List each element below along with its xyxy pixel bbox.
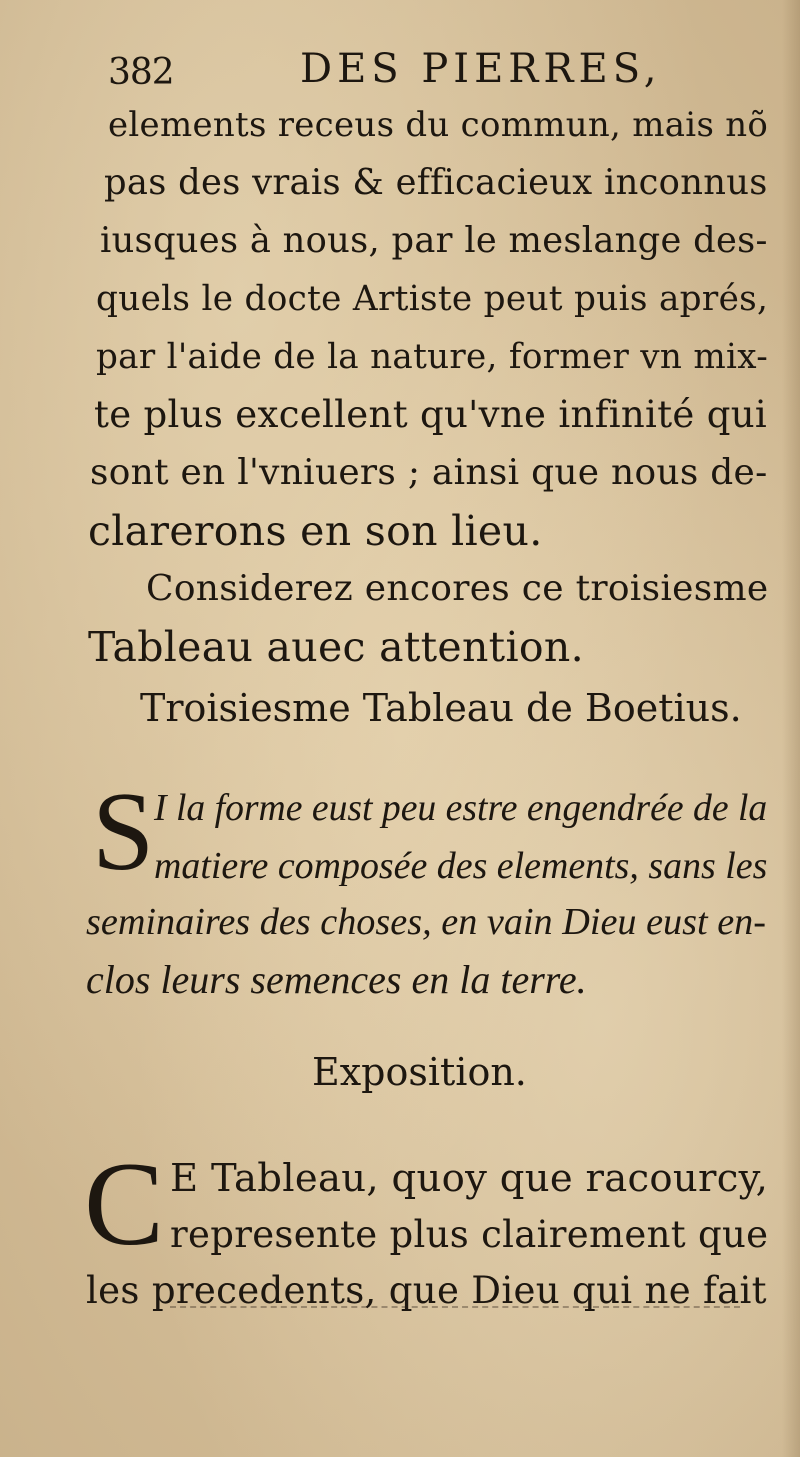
quote-line: I la forme eust peu estre engendrée de la [154, 787, 768, 829]
text-line: pas des vrais & efficacieux inconnus [104, 162, 768, 203]
text-line: represente plus clairement que [170, 1213, 769, 1256]
running-title: DES PIERRES, [300, 46, 662, 92]
quote-line: matiere composée des elements, sans les [154, 845, 768, 887]
text-line: te plus excellent qu'vne infinité qui [94, 393, 768, 436]
text-line: Considerez encores ce troisiesme [146, 568, 769, 609]
text-line: sont en l'vniuers ; ainsi que nous de- [90, 452, 768, 493]
text-line: les precedents, que Dieu qui ne fait [86, 1269, 767, 1312]
text-line: quels le docte Artiste peut puis aprés, [96, 279, 769, 319]
page-number: 382 [108, 52, 174, 93]
bottom-rule [170, 1306, 740, 1308]
tableau-dropcap: S [92, 770, 155, 894]
quote-line: seminaires des choses, en vain Dieu eust en- [86, 901, 766, 943]
text-line: E Tableau, quoy que racourcy, [170, 1156, 769, 1201]
exposition-dropcap: C [84, 1137, 165, 1270]
page-header [108, 44, 668, 104]
tableau-title: Troisiesme Tableau de Boetius. [140, 686, 742, 730]
text-line: clarerons en son lieu. [88, 507, 543, 555]
text-line: par l'aide de la nature, former vn mix- [96, 337, 769, 377]
text-line: Tableau auec attention. [88, 623, 584, 671]
text-line: iusques à nous, par le meslange des- [100, 220, 768, 261]
exposition-title: Exposition. [312, 1050, 527, 1094]
quote-line: clos leurs semences en la terre. [86, 957, 587, 1002]
page-edge-shadow [782, 0, 800, 1457]
text-line: elements receus du commun, mais nõ [108, 105, 769, 145]
